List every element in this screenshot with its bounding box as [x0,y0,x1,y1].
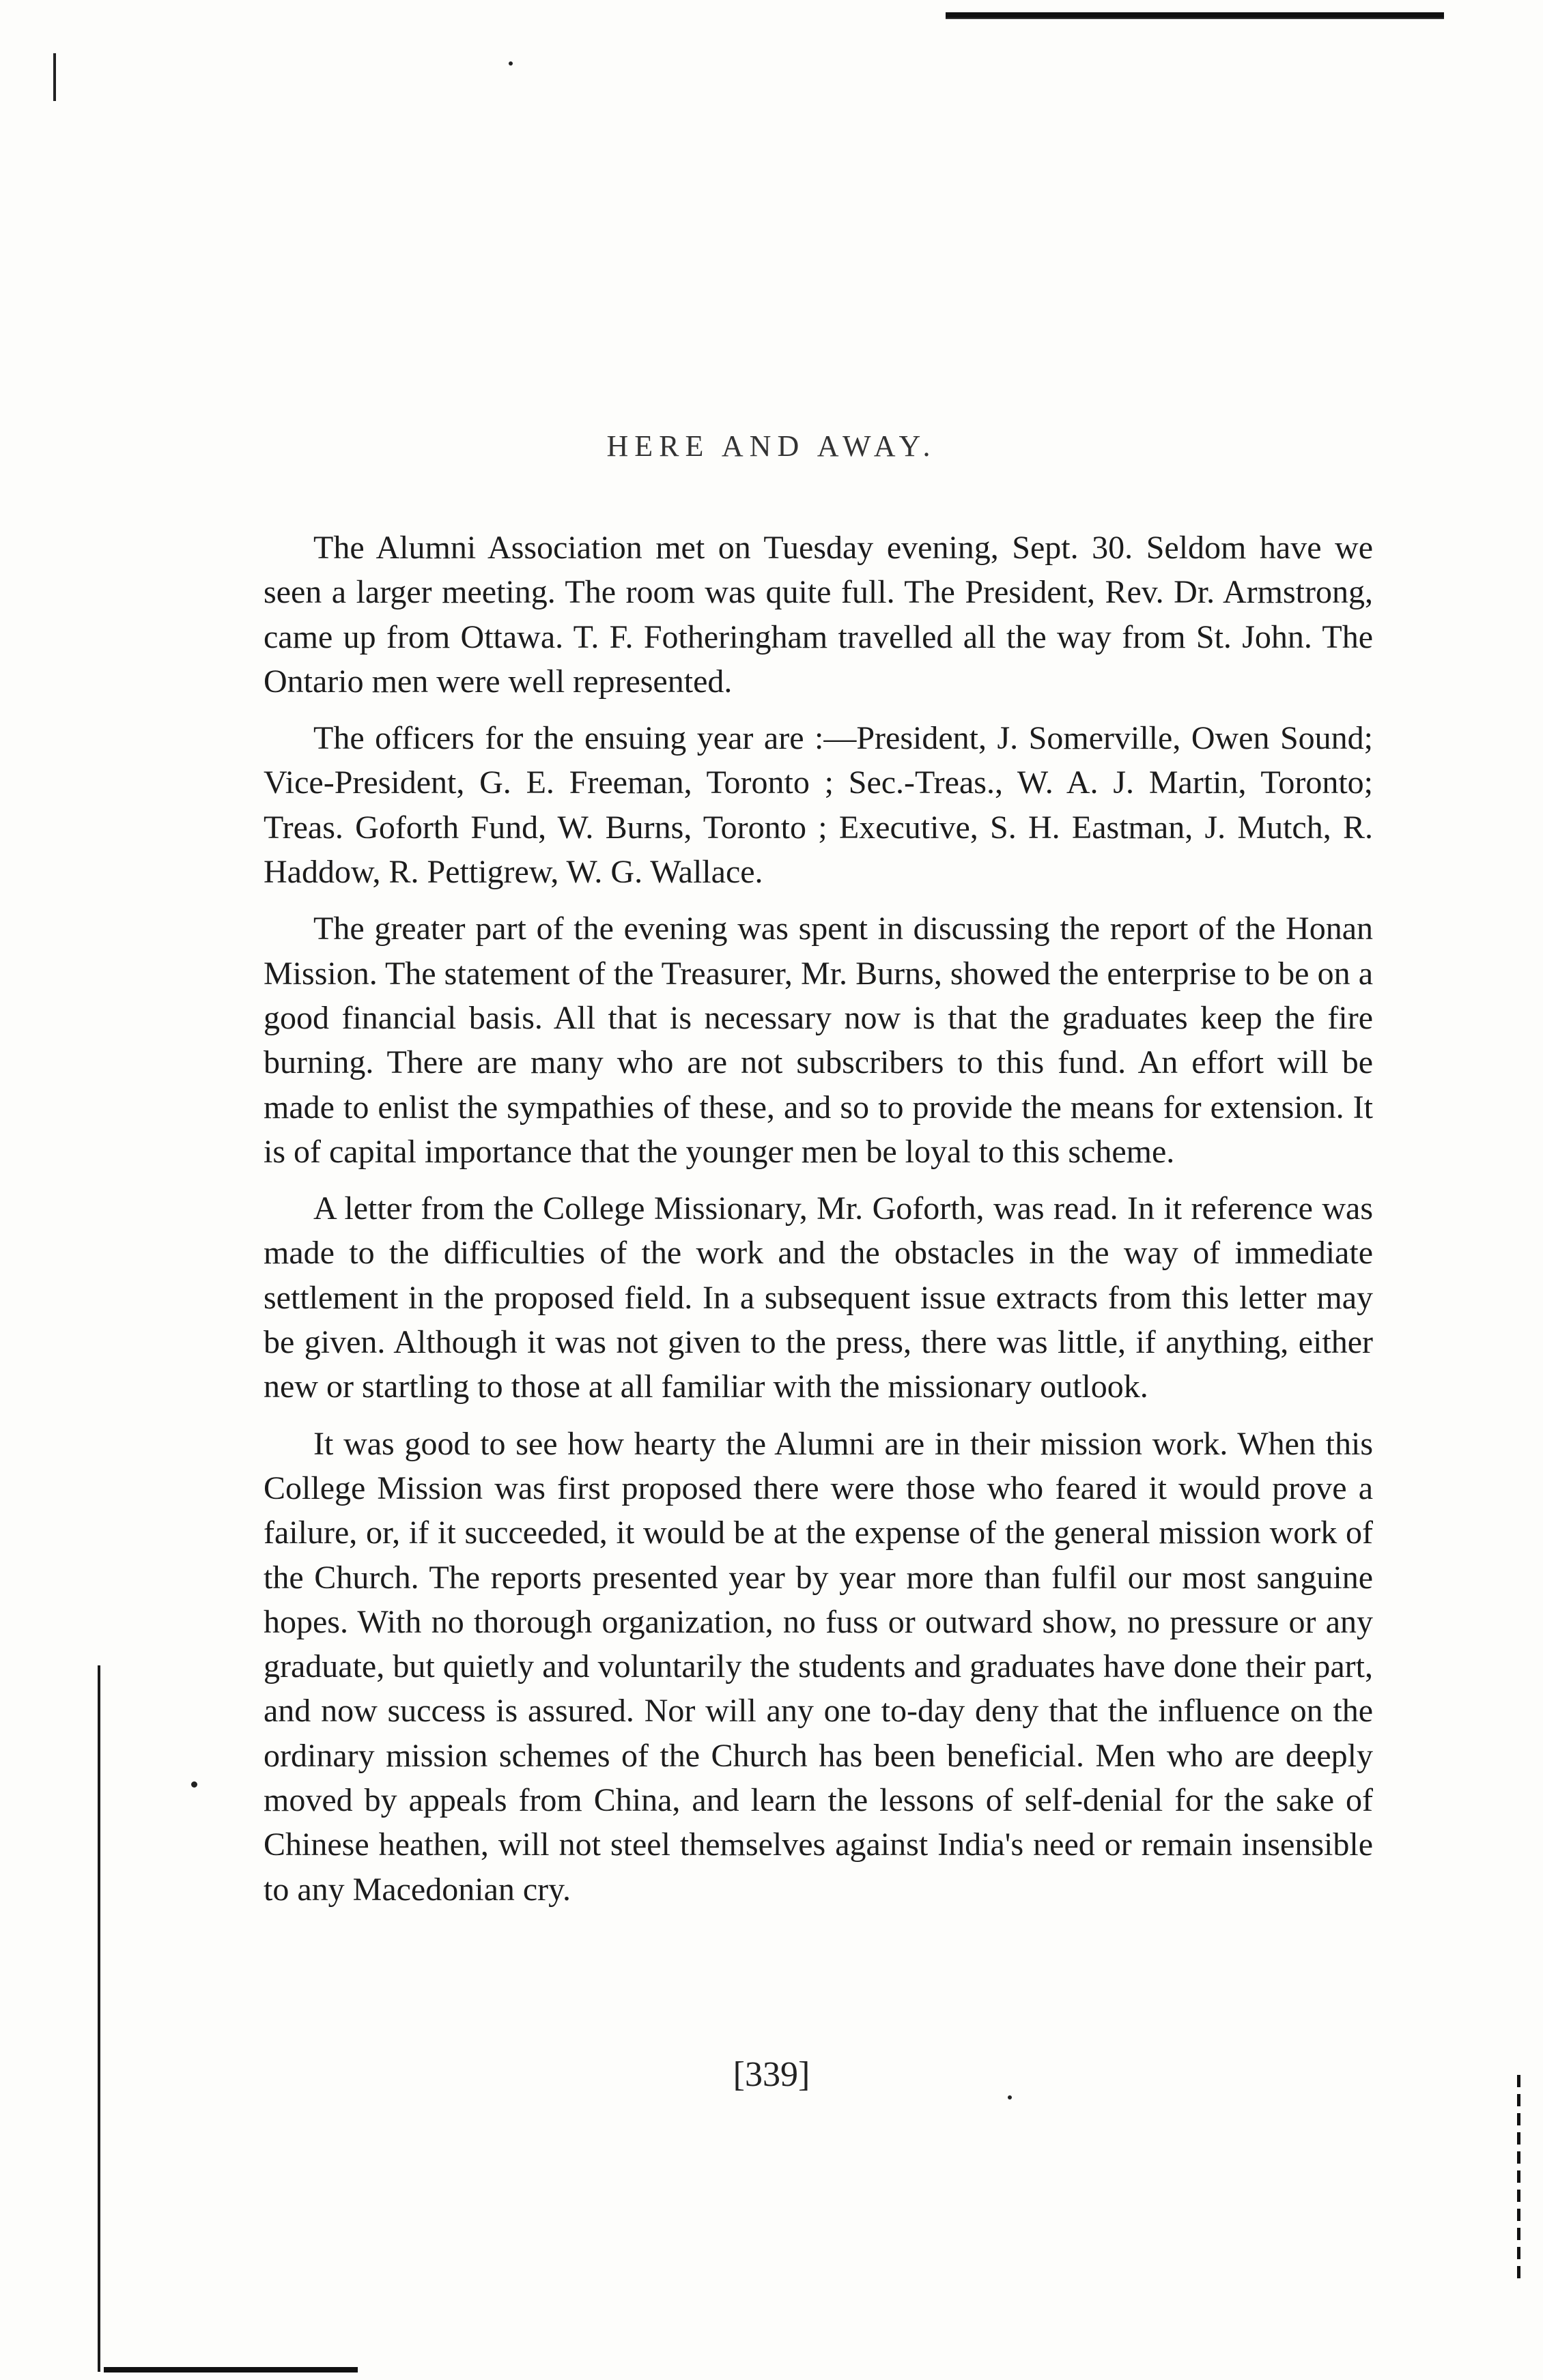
scan-speck [1008,2095,1012,2099]
scan-speck [191,1781,197,1788]
paragraph-letter: A letter from the College Missionary, Mr. Goforth, was read. In it reference was made to the difficulties of the work and the obstacles in the way of immediate settlement in the proposed field. In a subsequent issue extracts from this letter may be given. Although it was not given to the press, there was little, if anything, either new or startling to those at all familiar with the missionary outlook. [264,1190,1373,1405]
paragraph-alumni-mission: It was good to see how hearty the Alumni are in their mission work. When this College Mission was first proposed there were those who feared it would prove a failure, or, if it succeeded, it would be at the expense of the general mission work of the Church. The reports presented year by year more than fulfil our most sanguine hopes. With no thorough organization, no fuss or outward show, no pressure or any graduate, but quietly and voluntarily the students and graduates have done their part, and now success is assured. Nor will any one to-day deny that the influence on the ordinary mission schemes of the Church has been beneficial. Men who are deeply moved by appeals from China, and learn the lessons of self-denial for the sake of Chinese heathen, will not steel themselves against India's need or remain insensible to any Macedonian cry. [264,1425,1373,1908]
scan-border-bottom [104,2367,358,2372]
paragraph-meeting: The Alumni Association met on Tuesday evening, Sept. 30. Seldom have we seen a larger meeting. The room was quite full. The President, Rev. Dr. Armstrong, came up from Ottawa. T. F. Fotheringham travelled all the way from St. John. The Ontario men were well represented. [264,530,1373,700]
scan-border-top-thin [946,18,1444,19]
page-number: [339] [733,2055,810,2094]
scan-speck [509,61,513,66]
page-heading: HERE AND AWAY. [606,429,937,463]
paragraph-officers: The officers for the ensuing year are :—President, J. Somerville, Owen Sound; Vice-President, G. E. Freeman, Toronto ; Sec.-Treas., W. A. J. Martin, Toronto; Treas. Goforth Fund, W. Burns, Toronto ; Executive, S. H. Eastman, J. Mutch, R. Haddow, R. Pettigrew, W. G. Wallace. [264,720,1373,891]
scan-border-left [98,1665,100,2372]
scan-border-right [1517,2075,1520,2280]
article-body [264,526,1373,1924]
paragraph-honan-mission: The greater part of the evening was spent in discussing the report of the Honan Mission. The statement of the Treasurer, Mr. Burns, showed the enterprise to be on a good financial basis. All that is necessary now is that the graduates keep the fire burning. There are many who are not subscribers to this fund. An effort will be made to enlist the sympathies of these, and so to provide the means for extension. It is of capital importance that the younger men be loyal to this scheme. [264,911,1373,1170]
scan-mark-left [53,53,56,101]
